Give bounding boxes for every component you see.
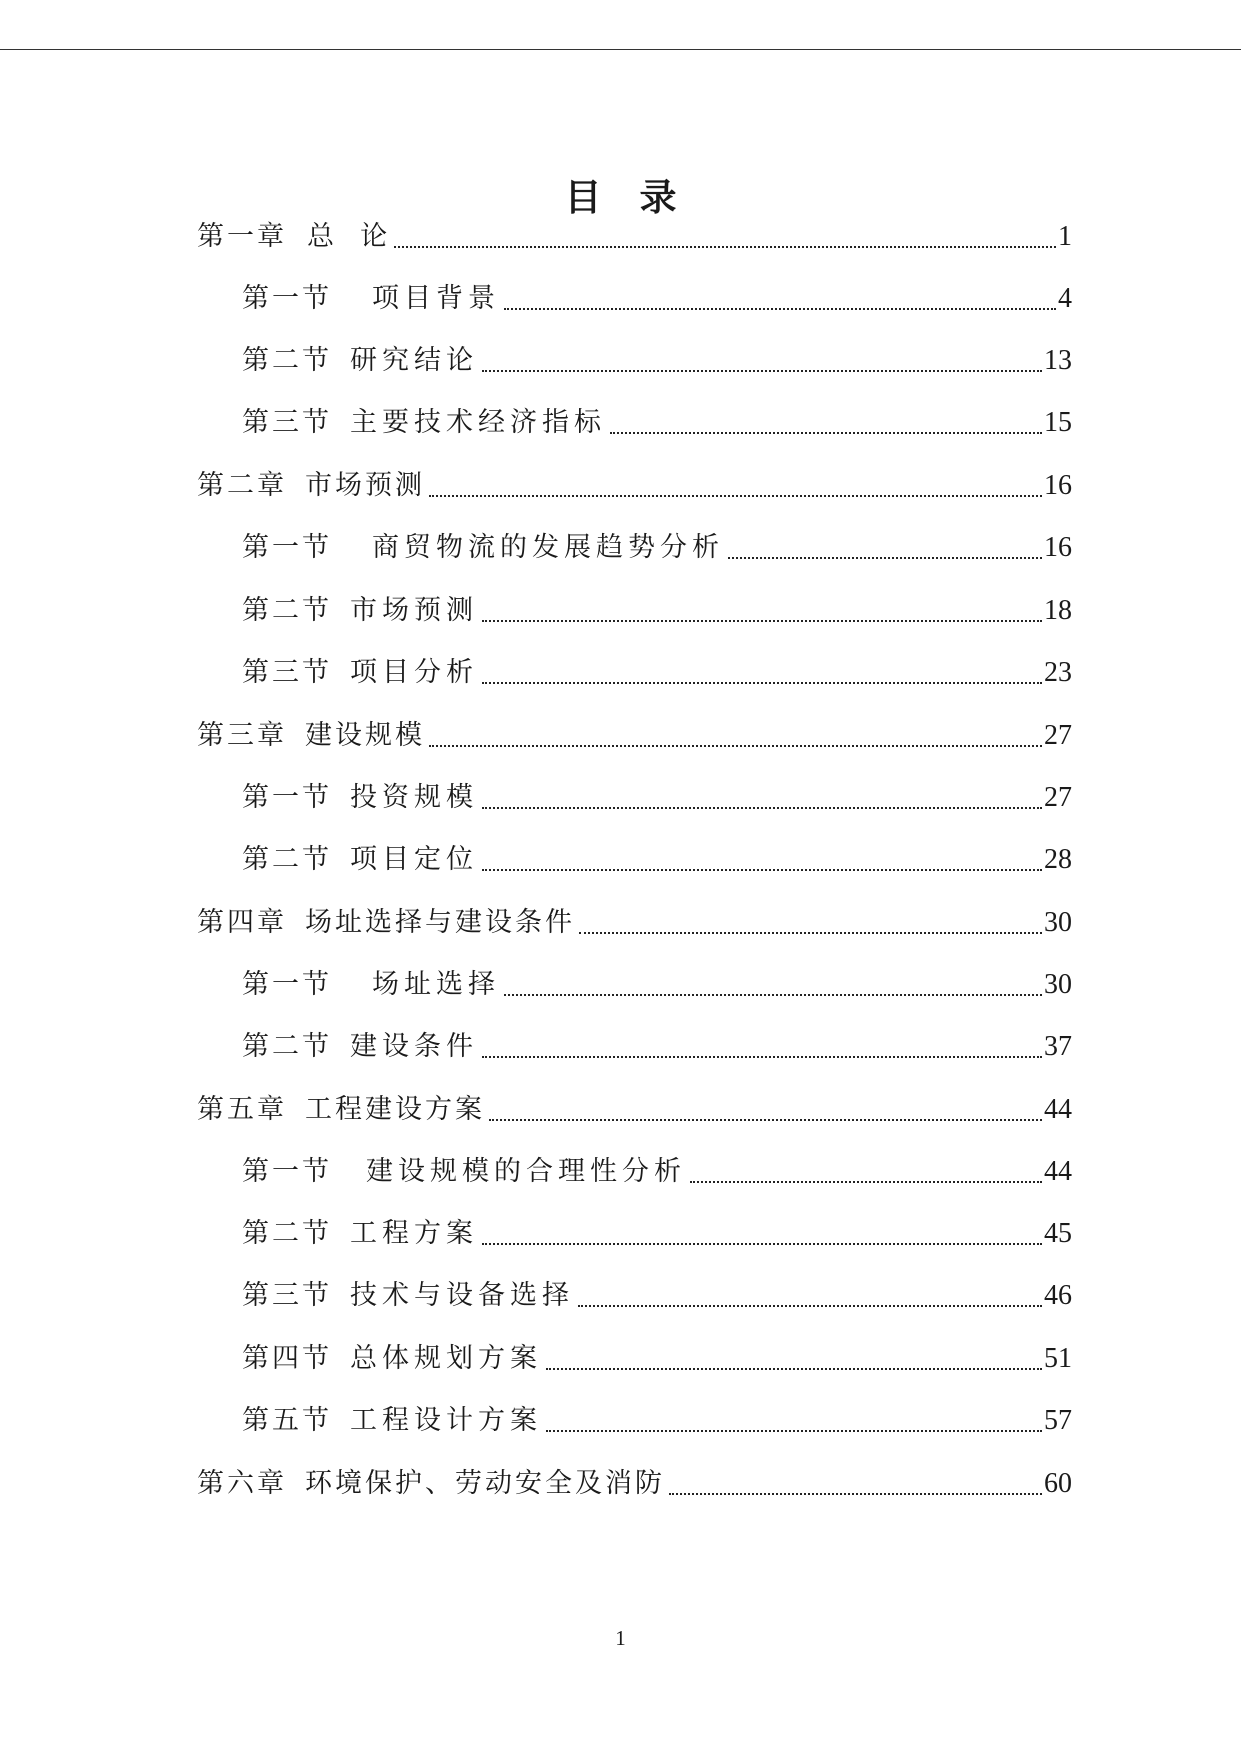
toc-entry-page: 28 (1044, 844, 1072, 875)
dot-leader (429, 495, 1042, 497)
toc-entry-title: 项目背景 (372, 283, 500, 314)
dot-leader (610, 432, 1042, 434)
toc-entry-number: 第一节 (242, 532, 332, 563)
toc-entry-section-2-3[interactable] (242, 651, 1072, 695)
dot-leader (504, 994, 1042, 996)
toc-entry-number: 第四节 (242, 1343, 332, 1374)
toc-entry-section-4-2[interactable] (242, 1025, 1072, 1069)
page-number: 1 (615, 1626, 626, 1650)
toc-entry-number: 第三节 (242, 1280, 332, 1311)
toc-entry-page: 13 (1044, 345, 1072, 376)
toc-entry-page: 16 (1044, 532, 1072, 563)
toc-entry-section-5-4[interactable] (242, 1337, 1072, 1381)
toc-entry-title: 工程建设方案 (305, 1094, 485, 1125)
toc-entry-page: 46 (1044, 1280, 1072, 1311)
toc-entry-section-2-2[interactable] (242, 589, 1072, 633)
toc-entry-title: 投资规模 (350, 782, 478, 813)
toc-entry-number: 第二节 (242, 345, 332, 376)
dot-leader (482, 682, 1042, 684)
toc-entry-page: 45 (1044, 1218, 1072, 1249)
toc-entry-number: 第二节 (242, 844, 332, 875)
toc-entry-number: 第二节 (242, 595, 332, 626)
toc-entry-page: 30 (1044, 907, 1072, 938)
toc-entry-number: 第一节 (242, 1156, 332, 1187)
toc-entry-title: 场址选择 (372, 969, 500, 1000)
toc-entry-page: 27 (1044, 782, 1072, 813)
toc-entry-number: 第三节 (242, 407, 332, 438)
toc-entry-section-1-2[interactable] (242, 339, 1072, 383)
toc-entry-page: 16 (1044, 470, 1072, 501)
toc-entry-number: 第六章 (197, 1468, 287, 1499)
toc-entry-title: 市场预测 (305, 470, 425, 501)
toc-entry-number: 第三章 (197, 720, 287, 751)
toc-entry-number: 第二章 (197, 470, 287, 501)
toc-entry-number: 第五章 (197, 1094, 287, 1125)
toc-entry-number: 第一节 (242, 782, 332, 813)
dot-leader (546, 1430, 1042, 1432)
toc-entry-page: 30 (1044, 969, 1072, 1000)
toc-entry-title: 技术与设备选择 (350, 1280, 574, 1311)
toc-entry-chapter-4[interactable] (197, 901, 1072, 945)
toc-entry-chapter-6[interactable] (197, 1462, 1072, 1506)
dot-leader (482, 370, 1042, 372)
dot-leader (690, 1181, 1042, 1183)
toc-entry-page: 1 (1058, 221, 1072, 252)
toc-entry-number: 第一章 (197, 221, 287, 252)
dot-leader (482, 869, 1042, 871)
toc-entry-page: 15 (1044, 407, 1072, 438)
dot-leader (728, 557, 1042, 559)
toc-entry-section-5-1[interactable] (242, 1150, 1072, 1194)
toc-entry-title: 工程设计方案 (350, 1405, 542, 1436)
dot-leader (578, 1305, 1042, 1307)
toc-entry-page: 44 (1044, 1156, 1072, 1187)
toc-entry-number: 第一节 (242, 969, 332, 1000)
toc-entry-title: 总 论 (307, 221, 391, 252)
toc-entry-page: 51 (1044, 1343, 1072, 1374)
dot-leader (579, 932, 1042, 934)
toc-entry-title: 环境保护、劳动安全及消防 (305, 1468, 665, 1499)
toc-entry-section-1-1[interactable] (242, 277, 1072, 321)
toc-entry-title: 商贸物流的发展趋势分析 (372, 532, 724, 563)
toc-entry-section-5-5[interactable] (242, 1399, 1072, 1443)
dot-leader (429, 745, 1042, 747)
toc-entry-title: 工程方案 (350, 1218, 478, 1249)
toc-entry-number: 第三节 (242, 657, 332, 688)
toc-entry-chapter-3[interactable] (197, 714, 1072, 758)
dot-leader (489, 1119, 1042, 1121)
dot-leader (482, 1243, 1042, 1245)
dot-leader (482, 620, 1042, 622)
toc-entry-section-3-1[interactable] (242, 776, 1072, 820)
toc-entry-title: 项目定位 (350, 844, 478, 875)
dot-leader (546, 1368, 1042, 1370)
toc-entry-title: 主要技术经济指标 (350, 407, 606, 438)
toc-entry-section-4-1[interactable] (242, 963, 1072, 1007)
toc-entry-title: 总体规划方案 (350, 1343, 542, 1374)
toc-entry-page: 18 (1044, 595, 1072, 626)
toc-entry-section-2-1[interactable] (242, 526, 1072, 570)
toc-entry-number: 第二节 (242, 1031, 332, 1062)
toc-entry-title: 建设规模 (305, 720, 425, 751)
toc-entry-title: 建设规模的合理性分析 (366, 1156, 686, 1187)
toc-title-char-1: 目 (564, 176, 602, 219)
dot-leader (504, 308, 1056, 310)
dot-leader (482, 807, 1042, 809)
toc-entry-chapter-1[interactable] (197, 215, 1072, 259)
toc-entry-page: 37 (1044, 1031, 1072, 1062)
toc-entry-page: 4 (1058, 283, 1072, 314)
dot-leader (669, 1493, 1042, 1495)
toc-title-char-2: 录 (639, 176, 677, 219)
toc-entry-page: 23 (1044, 657, 1072, 688)
toc-entry-title: 场址选择与建设条件 (305, 907, 575, 938)
toc-entry-page: 57 (1044, 1405, 1072, 1436)
toc-entry-page: 44 (1044, 1094, 1072, 1125)
dot-leader (394, 246, 1056, 248)
toc-entry-number: 第一节 (242, 283, 332, 314)
toc-entry-section-1-3[interactable] (242, 401, 1072, 445)
toc-entry-title: 项目分析 (350, 657, 478, 688)
toc-entry-title: 建设条件 (350, 1031, 478, 1062)
toc-entry-number: 第二节 (242, 1218, 332, 1249)
toc-entry-title: 研究结论 (350, 345, 478, 376)
toc-entry-number: 第五节 (242, 1405, 332, 1436)
toc-entry-chapter-2[interactable] (197, 464, 1072, 508)
toc-entry-chapter-5[interactable] (197, 1088, 1072, 1132)
toc-entry-section-5-3[interactable] (242, 1274, 1072, 1318)
toc-entry-section-3-2[interactable] (242, 838, 1072, 882)
toc-entry-page: 60 (1044, 1468, 1072, 1499)
dot-leader (482, 1056, 1042, 1058)
toc-entry-page: 27 (1044, 720, 1072, 751)
toc-entry-section-5-2[interactable] (242, 1212, 1072, 1256)
toc-entry-number: 第四章 (197, 907, 287, 938)
toc-entry-title: 市场预测 (350, 595, 478, 626)
